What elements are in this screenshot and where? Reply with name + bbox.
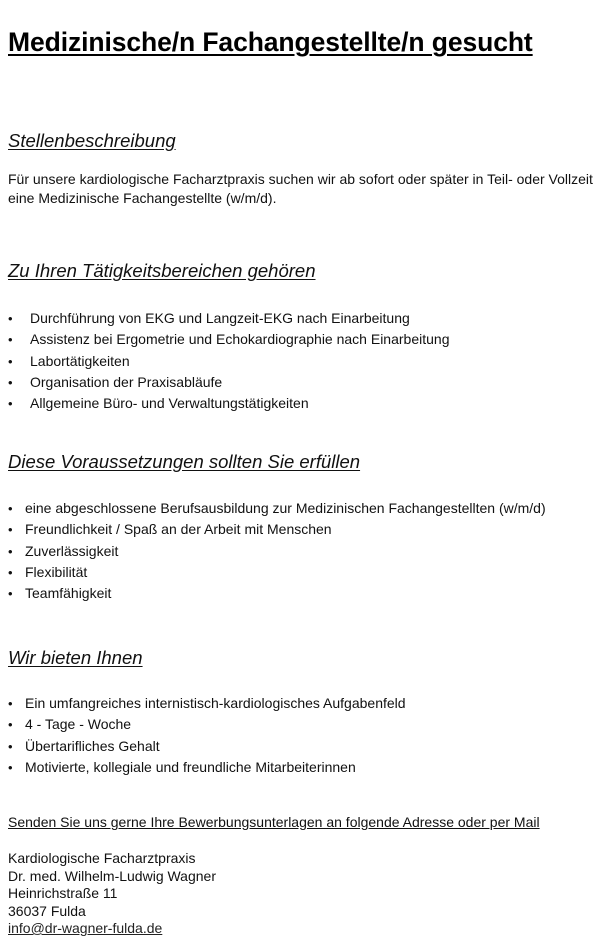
application-instructions: Senden Sie uns gerne Ihre Bewerbungsunterlagen an folgende Adresse oder per Mail	[8, 814, 540, 830]
job-description-text: Für unsere kardiologische Facharztpraxis suchen wir ab sofort oder später in Teil- oder Vollzeit eine Medizinische Fachangestellte (w/m/d).	[8, 171, 593, 206]
list-item-text: Assistenz bei Ergometrie und Echokardiographie nach Einarbeitung	[30, 331, 450, 348]
bullet-icon: •	[8, 717, 13, 733]
bullet-icon: •	[8, 374, 13, 390]
bullet-icon: •	[8, 738, 13, 754]
bullet-icon: •	[8, 543, 13, 559]
bullet-icon: •	[8, 332, 13, 348]
list-item-text: Teamfähigkeit	[25, 585, 112, 602]
list-item	[8, 372, 449, 393]
page-title: Medizinische/n Fachangestellte/n gesucht	[8, 27, 533, 57]
bullet-icon: •	[8, 396, 13, 412]
list-item	[8, 541, 546, 562]
requirements-list	[8, 498, 546, 604]
section-heading-tasks: Zu Ihren Tätigkeitsbereichen gehören	[8, 260, 316, 281]
list-item-text: Motivierte, kollegiale und freundliche Mitarbeiterinnen	[25, 758, 356, 775]
bullet-icon: •	[8, 522, 13, 538]
section-heading-requirements: Diese Voraussetzungen sollten Sie erfüllen	[8, 451, 361, 472]
bullet-icon: •	[8, 353, 13, 369]
list-item-text: Organisation der Praxisabläufe	[30, 373, 223, 390]
list-item	[8, 393, 449, 414]
list-item	[8, 329, 449, 350]
list-item-text: Ein umfangreiches internistisch-kardiologisches Aufgabenfeld	[25, 695, 406, 711]
list-item-text: Durchführung von EKG und Langzeit-EKG nach Einarbeitung	[30, 310, 410, 326]
bullet-icon: •	[8, 311, 13, 326]
contact-address	[8, 850, 216, 938]
bullet-icon: •	[8, 586, 13, 602]
list-item-text: 4 - Tage - Woche	[25, 716, 132, 733]
list-item	[8, 351, 449, 372]
list-item	[8, 757, 406, 778]
city-address: 36037 Fulda	[8, 902, 86, 919]
street-address: Heinrichstraße 11	[8, 885, 118, 901]
list-item-text: Allgemeine Büro- und Verwaltungstätigkeiten	[30, 395, 309, 412]
list-item	[8, 714, 406, 735]
practice-name: Kardiologische Facharztpraxis	[8, 850, 196, 866]
list-item	[8, 308, 449, 329]
offer-list	[8, 693, 406, 778]
email-link[interactable]: info@dr-wagner-fulda.de	[8, 920, 163, 936]
section-heading-description: Stellenbeschreibung	[8, 130, 176, 151]
list-item-text: Labortätigkeiten	[30, 352, 130, 369]
bullet-icon: •	[8, 696, 13, 711]
list-item-text: Freundlichkeit / Spaß an der Arbeit mit Menschen	[25, 521, 332, 538]
list-item	[8, 498, 546, 519]
list-item-text: Übertarifliches Gehalt	[25, 737, 160, 754]
list-item	[8, 583, 546, 604]
bullet-icon: •	[8, 501, 13, 516]
doctor-name: Dr. med. Wilhelm-Ludwig Wagner	[8, 867, 216, 884]
list-item	[8, 736, 406, 757]
tasks-list	[8, 308, 449, 414]
bullet-icon: •	[8, 564, 13, 580]
bullet-icon: •	[8, 759, 13, 775]
list-item-text: Flexibilität	[25, 563, 88, 580]
list-item-text: Zuverlässigkeit	[25, 542, 119, 559]
list-item	[8, 519, 546, 540]
list-item	[8, 562, 546, 583]
section-heading-offer: Wir bieten Ihnen	[8, 647, 143, 668]
list-item	[8, 693, 406, 714]
list-item-text: eine abgeschlossene Berufsausbildung zur Medizinischen Fachangestellten (w/m/d)	[25, 500, 546, 516]
